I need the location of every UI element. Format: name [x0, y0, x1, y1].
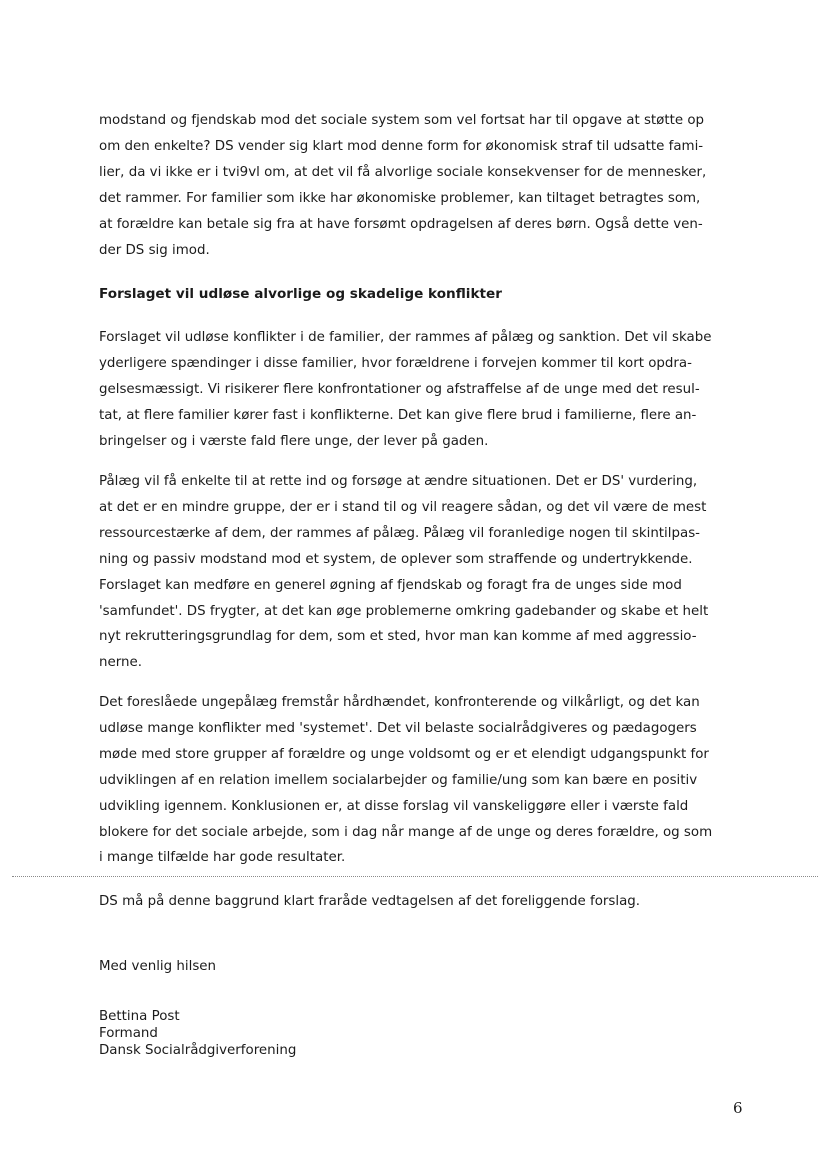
- signature-name: Bettina Post: [99, 1009, 180, 1024]
- text-line: lier, da vi ikke er i tvi9vl om, at det vil få alvorlige sociale konsekvenser for de mennesker,: [99, 164, 707, 180]
- text-line: 'samfundet'. DS frygter, at det kan øge problemerne omkring gadebander og skabe et helt: [99, 603, 709, 619]
- text-line: udviklingen af en relation imellem socialarbejder og familie/ung som kan bære en positiv: [99, 772, 698, 788]
- text-line: bringelser og i værste fald flere unge, der lever på gaden.: [99, 433, 489, 449]
- section-heading: Forslaget vil udløse alvorlige og skadelige konflikter: [99, 286, 502, 302]
- text-line: yderligere spændinger i disse familier, hvor forældrene i forvejen kommer til kort opdra-: [99, 355, 692, 371]
- text-line: Forslaget kan medføre en generel øgning af fjendskab og foragt fra de unges side mod: [99, 577, 682, 593]
- text-line: gelsesmæssigt. Vi risikerer flere konfrontationer og afstraffelse af de unge med det resul-: [99, 381, 700, 397]
- text-line: i mange tilfælde har gode resultater.: [99, 850, 346, 866]
- text-line: nyt rekrutteringsgrundlag for dem, som et sted, hvor man kan komme af med aggressio-: [99, 629, 697, 645]
- text-line: ressourcestærke af dem, der rammes af pålæg. Pålæg vil foranledige nogen til skintilpas-: [99, 525, 701, 541]
- page-number: 6: [733, 1099, 743, 1117]
- text-line: udløse mange konflikter med 'systemet'. Det vil belaste socialrådgiveres og pædagogers: [99, 720, 697, 736]
- paragraph-2: [99, 325, 739, 455]
- text-line: Forslaget vil udløse konflikter i de familier, der rammes af pålæg og sanktion. Det vil skabe: [99, 330, 712, 345]
- text-line: blokere for det sociale arbejde, som i dag når mange af de unge og deres forældre, og som: [99, 824, 713, 840]
- text-line: at forældre kan betale sig fra at have forsømt opdragelsen af deres børn. Også dette ven-: [99, 216, 703, 232]
- text-line: udvikling igennem. Konklusionen er, at disse forslag vil vanskeliggøre eller i værste fald: [99, 798, 689, 814]
- text-line: Det foreslåede ungepålæg fremstår hårdhændet, konfronterende og vilkårligt, og det kan: [99, 695, 700, 710]
- text-line: at det er en mindre gruppe, der er i stand til og vil reagere sådan, og det vil være de mest: [99, 499, 707, 515]
- text-line: Pålæg vil få enkelte til at rette ind og forsøge at ændre situationen. Det er DS' vurdering,: [99, 474, 698, 489]
- paragraph-3: [99, 469, 739, 676]
- text-line: ning og passiv modstand mod et system, de oplever som straffende og undertrykkende.: [99, 551, 693, 567]
- scan-divider: [12, 876, 818, 877]
- paragraph-1: [99, 108, 739, 263]
- text-line: tat, at flere familier kører fast i konflikterne. Det kan give flere brud i familierne, flere an-: [99, 407, 697, 423]
- signature-organization: Dansk Socialrådgiverforening: [99, 1043, 297, 1059]
- text-line: møde med store grupper af forældre og unge voldsomt og er et elendigt udgangspunkt for: [99, 746, 709, 762]
- signature-title: Formand: [99, 1026, 158, 1042]
- text-line: det rammer. For familier som ikke har økonomiske problemer, kan tiltaget betragtes som,: [99, 190, 701, 206]
- text-line: der DS sig imod.: [99, 242, 210, 258]
- text-line: modstand og fjendskab mod det sociale system som vel fortsat har til opgave at støtte op: [99, 113, 705, 128]
- conclusion-text: DS må på denne baggrund klart fraråde vedtagelsen af det foreliggende forslag.: [99, 894, 641, 909]
- paragraph-4: [99, 690, 739, 871]
- text-line: nerne.: [99, 655, 142, 671]
- text-line: om den enkelte? DS vender sig klart mod denne form for økonomisk straf til udsatte fami-: [99, 138, 704, 154]
- greeting-text: Med venlig hilsen: [99, 959, 217, 974]
- signature-block: [99, 1008, 296, 1060]
